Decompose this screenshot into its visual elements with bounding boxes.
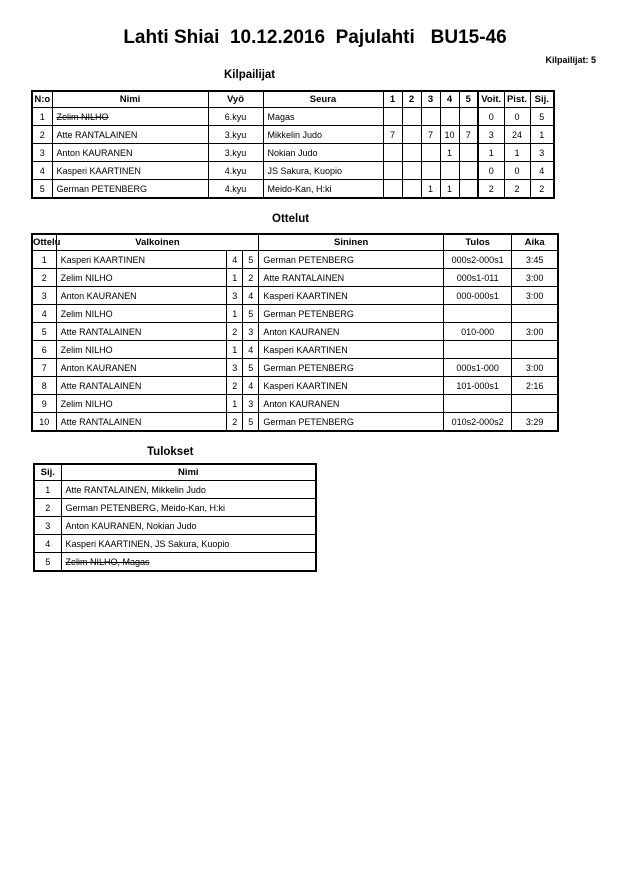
match-row <box>32 395 558 413</box>
match-row <box>32 413 558 432</box>
match-no: 7 <box>32 359 56 377</box>
match-no: 1 <box>32 251 56 269</box>
competitor-score-1 <box>383 144 402 162</box>
match-blue-no: 5 <box>243 305 259 323</box>
result-row <box>34 517 316 535</box>
competitor-club: Mikkelin Judo <box>263 126 383 144</box>
match-result: 101-000s1 <box>444 377 512 395</box>
competitor-score-5: 7 <box>459 126 478 144</box>
match-result: 000s1-011 <box>444 269 512 287</box>
match-result: 000s1-000 <box>444 359 512 377</box>
competitor-score-2 <box>402 180 421 199</box>
competitor-score-4 <box>440 162 459 180</box>
match-result <box>444 395 512 413</box>
header-score-4: 4 <box>440 91 459 108</box>
competitor-score-4 <box>440 108 459 126</box>
header-rank: Sij. <box>530 91 554 108</box>
competitor-rank: 4 <box>530 162 554 180</box>
matches-table <box>31 233 559 432</box>
competitor-score-2 <box>402 108 421 126</box>
match-white-no: 2 <box>227 323 243 341</box>
competitor-belt: 6.kyu <box>208 108 263 126</box>
match-no: 9 <box>32 395 56 413</box>
match-blue: German PETENBERG <box>259 413 444 432</box>
match-no: 8 <box>32 377 56 395</box>
match-blue: Kasperi KAARTINEN <box>259 377 444 395</box>
match-time <box>512 395 558 413</box>
competitor-club: Nokian Judo <box>263 144 383 162</box>
competitor-wins: 1 <box>478 144 504 162</box>
match-blue-no: 3 <box>243 323 259 341</box>
competitor-score-4: 1 <box>440 180 459 199</box>
match-time <box>512 305 558 323</box>
match-time: 3:00 <box>512 287 558 305</box>
match-no: 10 <box>32 413 56 432</box>
competitor-name: Kasperi KAARTINEN <box>52 162 208 180</box>
competitor-rank: 1 <box>530 126 554 144</box>
competitors-heading: Kilpailijat <box>224 69 276 81</box>
header-club: Seura <box>263 91 383 108</box>
matches-header-row <box>32 234 558 251</box>
match-result: 010-000 <box>444 323 512 341</box>
match-white: Atte RANTALAINEN <box>56 377 227 395</box>
match-time <box>512 341 558 359</box>
header-blue: Sininen <box>259 234 444 251</box>
match-row <box>32 251 558 269</box>
header-name: Nimi <box>52 91 208 108</box>
match-no: 2 <box>32 269 56 287</box>
competitor-score-5 <box>459 108 478 126</box>
match-blue-no: 3 <box>243 395 259 413</box>
result-name: Zelim NILHO, Magas <box>61 553 316 572</box>
competitor-name: German PETENBERG <box>52 180 208 199</box>
competitor-count: Kilpailijat: 5 <box>545 55 596 65</box>
header-wins: Voit. <box>478 91 504 108</box>
competitor-no: 1 <box>32 108 52 126</box>
match-blue-no: 4 <box>243 377 259 395</box>
match-row <box>32 359 558 377</box>
competitor-score-3 <box>421 108 440 126</box>
match-row <box>32 323 558 341</box>
match-blue-no: 5 <box>243 359 259 377</box>
match-no: 4 <box>32 305 56 323</box>
competitor-score-1 <box>383 108 402 126</box>
competitor-wins: 3 <box>478 126 504 144</box>
results-header-row <box>34 464 316 481</box>
match-blue: German PETENBERG <box>259 305 444 323</box>
match-blue-no: 5 <box>243 413 259 432</box>
match-result: 010s2-000s2 <box>444 413 512 432</box>
result-row <box>34 481 316 499</box>
competitor-wins: 2 <box>478 180 504 199</box>
competitor-wins: 0 <box>478 162 504 180</box>
match-blue-no: 4 <box>243 287 259 305</box>
competitors-header-row <box>32 91 554 108</box>
result-name: Anton KAURANEN, Nokian Judo <box>61 517 316 535</box>
match-white: Kasperi KAARTINEN <box>56 251 227 269</box>
result-rank: 5 <box>34 553 61 572</box>
competitor-belt: 3.kyu <box>208 126 263 144</box>
match-no: 3 <box>32 287 56 305</box>
match-white-no: 4 <box>227 251 243 269</box>
page-title: Lahti Shiai 10.12.2016 Pajulahti BU15-46 <box>123 27 507 48</box>
match-blue-no: 4 <box>243 341 259 359</box>
competitor-score-2 <box>402 162 421 180</box>
match-white-no: 3 <box>227 287 243 305</box>
competitor-row <box>32 126 554 144</box>
competitor-points: 1 <box>504 144 530 162</box>
match-time: 3:00 <box>512 323 558 341</box>
competitor-no: 4 <box>32 162 52 180</box>
match-white: Zelim NILHO <box>56 395 227 413</box>
match-row <box>32 269 558 287</box>
competitor-no: 2 <box>32 126 52 144</box>
match-row <box>32 287 558 305</box>
header-result-rank: Sij. <box>34 464 61 481</box>
competitor-score-5 <box>459 162 478 180</box>
header-belt: Vyö <box>208 91 263 108</box>
competitor-rank: 3 <box>530 144 554 162</box>
match-no: 6 <box>32 341 56 359</box>
match-white: Zelim NILHO <box>56 305 227 323</box>
competitor-name: Zelim NILHO <box>52 108 208 126</box>
competitor-belt: 3.kyu <box>208 144 263 162</box>
match-white: Anton KAURANEN <box>56 287 227 305</box>
result-row <box>34 499 316 517</box>
competitor-score-5 <box>459 144 478 162</box>
competitors-table <box>31 90 555 199</box>
competitor-score-3: 7 <box>421 126 440 144</box>
competitor-row <box>32 180 554 199</box>
competitor-score-5 <box>459 180 478 199</box>
competitor-score-4: 1 <box>440 144 459 162</box>
competitor-row <box>32 162 554 180</box>
header-time: Aika <box>512 234 558 251</box>
competitor-score-2 <box>402 144 421 162</box>
match-blue: Anton KAURANEN <box>259 323 444 341</box>
header-score-1: 1 <box>383 91 402 108</box>
competitor-score-3 <box>421 162 440 180</box>
result-name: Kasperi KAARTINEN, JS Sakura, Kuopio <box>61 535 316 553</box>
match-white: Anton KAURANEN <box>56 359 227 377</box>
header-result-name: Nimi <box>61 464 316 481</box>
match-result: 000-000s1 <box>444 287 512 305</box>
match-row <box>32 341 558 359</box>
competitor-points: 0 <box>504 108 530 126</box>
result-rank: 1 <box>34 481 61 499</box>
header-points: Pist. <box>504 91 530 108</box>
competitor-wins: 0 <box>478 108 504 126</box>
competitor-score-2 <box>402 126 421 144</box>
competitor-score-1: 7 <box>383 126 402 144</box>
match-white: Zelim NILHO <box>56 341 227 359</box>
match-no: 5 <box>32 323 56 341</box>
match-white: Atte RANTALAINEN <box>56 323 227 341</box>
match-row <box>32 377 558 395</box>
header-score-3: 3 <box>421 91 440 108</box>
match-time: 3:00 <box>512 359 558 377</box>
result-rank: 2 <box>34 499 61 517</box>
match-white-no: 2 <box>227 377 243 395</box>
competitor-name: Atte RANTALAINEN <box>52 126 208 144</box>
results-heading: Tulokset <box>147 446 194 458</box>
header-result: Tulos <box>444 234 512 251</box>
competitor-no: 3 <box>32 144 52 162</box>
competitor-belt: 4.kyu <box>208 180 263 199</box>
results-table <box>33 463 317 572</box>
match-blue-no: 5 <box>243 251 259 269</box>
match-white-no: 1 <box>227 269 243 287</box>
competitor-name: Anton KAURANEN <box>52 144 208 162</box>
competitor-row <box>32 144 554 162</box>
match-blue-no: 2 <box>243 269 259 287</box>
match-blue: Kasperi KAARTINEN <box>259 341 444 359</box>
competitor-points: 2 <box>504 180 530 199</box>
competitor-no: 5 <box>32 180 52 199</box>
result-row <box>34 553 316 572</box>
competitor-score-4: 10 <box>440 126 459 144</box>
match-time: 2:16 <box>512 377 558 395</box>
header-score-2: 2 <box>402 91 421 108</box>
result-rank: 4 <box>34 535 61 553</box>
match-result: 000s2-000s1 <box>444 251 512 269</box>
match-blue: Kasperi KAARTINEN <box>259 287 444 305</box>
competitor-club: JS Sakura, Kuopio <box>263 162 383 180</box>
header-white: Valkoinen <box>56 234 259 251</box>
match-white-no: 1 <box>227 395 243 413</box>
result-rank: 3 <box>34 517 61 535</box>
match-time: 3:29 <box>512 413 558 432</box>
header-no: N:o <box>32 91 52 108</box>
competitor-score-3 <box>421 144 440 162</box>
result-name: German PETENBERG, Meido-Kan, H:ki <box>61 499 316 517</box>
competitor-points: 24 <box>504 126 530 144</box>
matches-heading: Ottelut <box>272 213 310 225</box>
competitor-rank: 2 <box>530 180 554 199</box>
header-match: Ottelu <box>32 234 56 251</box>
match-result <box>444 305 512 323</box>
match-result <box>444 341 512 359</box>
competitor-score-1 <box>383 180 402 199</box>
match-time: 3:45 <box>512 251 558 269</box>
header-score-5: 5 <box>459 91 478 108</box>
competitor-club: Magas <box>263 108 383 126</box>
competitor-score-3: 1 <box>421 180 440 199</box>
competitor-club: Meido-Kan, H:ki <box>263 180 383 199</box>
match-blue: Anton KAURANEN <box>259 395 444 413</box>
match-time: 3:00 <box>512 269 558 287</box>
competitor-row <box>32 108 554 126</box>
match-blue: German PETENBERG <box>259 251 444 269</box>
match-white-no: 2 <box>227 413 243 432</box>
match-row <box>32 305 558 323</box>
match-white: Atte RANTALAINEN <box>56 413 227 432</box>
result-row <box>34 535 316 553</box>
competitor-score-1 <box>383 162 402 180</box>
result-name: Atte RANTALAINEN, Mikkelin Judo <box>61 481 316 499</box>
match-white-no: 1 <box>227 305 243 323</box>
competitor-points: 0 <box>504 162 530 180</box>
match-white-no: 3 <box>227 359 243 377</box>
match-white-no: 1 <box>227 341 243 359</box>
match-blue: Atte RANTALAINEN <box>259 269 444 287</box>
match-blue: German PETENBERG <box>259 359 444 377</box>
competitor-belt: 4.kyu <box>208 162 263 180</box>
competitor-rank: 5 <box>530 108 554 126</box>
match-white: Zelim NILHO <box>56 269 227 287</box>
